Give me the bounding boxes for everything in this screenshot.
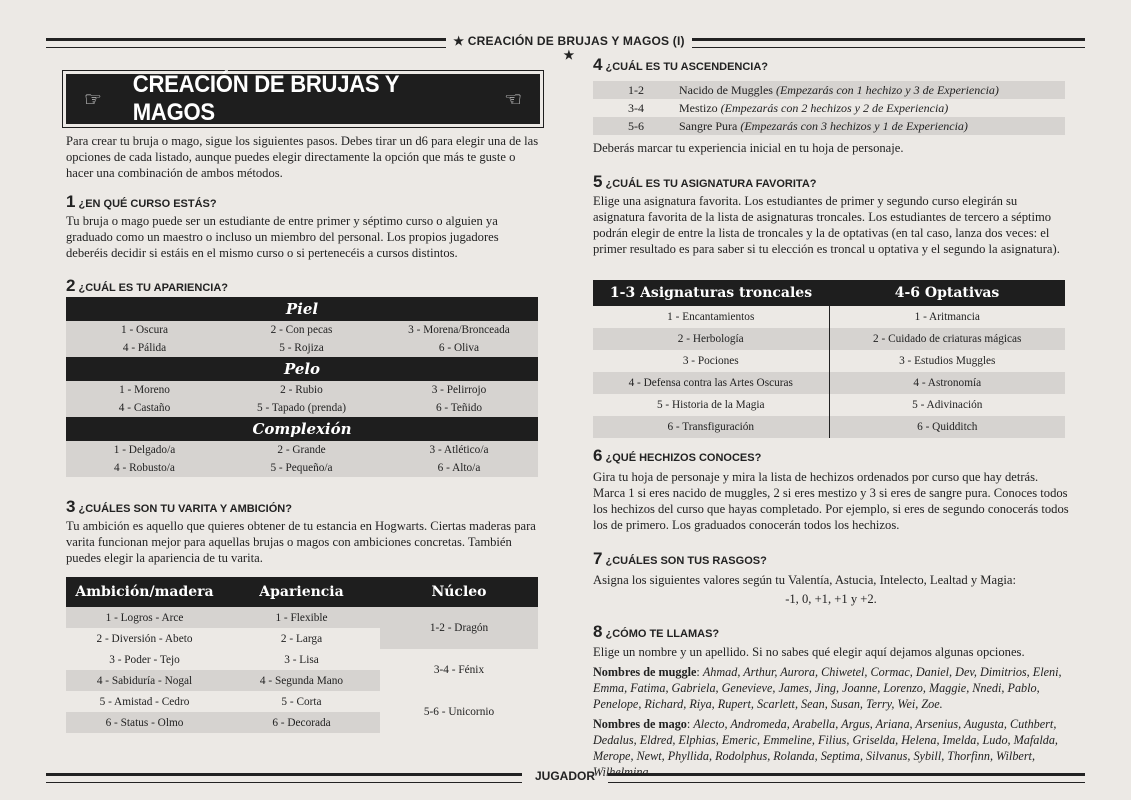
table-cell: 3 - Morena/Bronceada (380, 321, 538, 339)
table-cell: 3 - Atlético/a (380, 441, 538, 459)
subjects-table (593, 280, 1065, 438)
table-cell: 5-6 (593, 117, 679, 135)
table-cell: 3-4 - Fénix (433, 664, 485, 676)
pointing-hand-left-icon: ☜ (504, 88, 522, 111)
table-cell-note: (Empezarás con 1 hechizo y 3 de Experiencia) (775, 82, 999, 97)
table-cell: 2 - Diversión - Abeto (96, 632, 193, 645)
section-1-heading: 1 ¿EN QUÉ CURSO ESTÁS? (66, 192, 217, 211)
column-header: 4-6 Optativas (829, 280, 1065, 306)
table-cell: 2 - Con pecas (223, 321, 380, 339)
section-4-note: Deberás marcar tu experiencia inicial en tu hoja de personaje. (593, 141, 904, 155)
table-cell: 1 - Flexible (223, 607, 380, 628)
section-4-heading: 4 ¿CUÁL ES TU ASCENDENCIA? (593, 55, 769, 74)
table-cell: 1 - Oscura (66, 321, 223, 339)
mago-names: Nombres de mago: Alecto, Andromeda, Arabella, Argus, Ariana, Arsenius, Augusta, Cuthbert, Dedalus, Eldred, Elphias, Emeric, Emmeline, Filius, Griselda, Helena, Imelda, Ludo, Mafalda, Merope, Newt, Phyllida, Rodolphus, Rolanda, Septima, Silvanus, Sybill, Thorfinn, Wilbert, Wilhelmina. (593, 717, 1058, 779)
section-2-heading: 2 ¿CUÁL ES TU APARIENCIA? (66, 276, 228, 295)
title-banner (66, 71, 540, 126)
table-cell: 1 - Delgado/a (66, 441, 223, 459)
section-7-text: Asigna los siguientes valores según tu Valentía, Astucia, Intelecto, Lealtad y Magia: (593, 573, 1016, 587)
piel-header: Piel (66, 297, 538, 321)
table-cell: 6 - Quidditch (829, 416, 1065, 438)
table-cell-note: (Empezarás con 3 hechizos y 1 de Experiencia) (740, 118, 968, 133)
page-header-title: ★ CREACIÓN DE BRUJAS Y MAGOS (I) ★ (453, 34, 685, 62)
column-header: Ambición/madera (66, 577, 223, 607)
table-cell: 1 - Aritmancia (914, 311, 980, 323)
table-cell: 1 - Encantamientos (593, 306, 829, 328)
intro-paragraph: Para crear tu bruja o mago, sigue los siguientes pasos. Debes tirar un d6 para elegir una de las opciones de cada listado, aunque puedes elegir directamente la opción que más te guste o hacer una combinación de ambos métodos. (66, 134, 539, 180)
table-cell: 1 - Moreno (66, 381, 223, 399)
section-7-values: -1, 0, +1, +1 y +2. (785, 592, 877, 606)
table-cell: 4 - Castaño (66, 399, 223, 417)
table-cell: 2 - Grande (223, 441, 380, 459)
mago-names-label: Nombres de mago (593, 717, 687, 731)
table-cell: 5 - Corta (281, 695, 322, 708)
page-footer-title: JUGADOR (534, 769, 595, 783)
table-cell: 5-6 - Unicornio (423, 706, 495, 718)
table-cell: 5 - Pequeño/a (223, 459, 380, 477)
table-cell: 6 - Status - Olmo (66, 712, 223, 733)
table-cell: 3 - Lisa (284, 653, 319, 666)
table-cell: 4 - Pálida (66, 339, 223, 357)
table-cell: 4 - Sabiduría - Nogal (66, 670, 223, 691)
section-5-text: Elige una asignatura favorita. Los estudiantes de primer y segundo curso elegirán su asignatura favorita de la lista de asignaturas troncales. Los estudiantes de tercero a séptimo podrán elegir de entre la lista de troncales y la de optativas (en tal caso, lanza dos veces: el primer resultado es para saber si tu elección es troncal u optativa y el segundo la asignatura). (593, 194, 1060, 256)
table-cell: 3-4 (628, 100, 644, 115)
table-cell: 1 - Logros - Arce (66, 607, 223, 628)
table-cell: 2 - Herbología (593, 328, 829, 350)
footer-rule-left (46, 773, 522, 783)
appearance-table (66, 297, 538, 477)
section-7-heading: 7 ¿CUÁLES SON TUS RASGOS? (593, 549, 767, 568)
section-1-text: Tu bruja o mago puede ser un estudiante de entre primer y séptimo curso o alguien ya graduado como un maestro o incluso un miembro del personal. Los propios jugadores deberéis decidir si estáis en el mismo curso o si pertenecéis a cursos distintos. (66, 214, 499, 260)
pelo-header: Pelo (66, 357, 538, 381)
section-3-heading: 3 ¿CUÁLES SON TU VARITA Y AMBICIÓN? (66, 497, 292, 516)
section-5-heading: 5 ¿CUÁL ES TU ASIGNATURA FAVORITA? (593, 172, 817, 191)
muggle-names-label: Nombres de muggle (593, 665, 697, 679)
section-8-text: Elige un nombre y un apellido. Si no sabes qué elegir aquí dejamos algunas opciones. (593, 645, 1025, 659)
table-cell: Sangre Pura (679, 118, 738, 133)
column-header: 1-3 Asignaturas troncales (593, 280, 829, 306)
table-cell: 6 - Transfiguración (593, 416, 829, 438)
table-cell: 2 - Larga (280, 632, 323, 645)
table-cell: 6 - Oliva (380, 339, 538, 357)
table-cell: 2 - Rubio (223, 381, 380, 399)
header-rule-right (692, 38, 1085, 48)
section-6-heading: 6 ¿QUÉ HECHIZOS CONOCES? (593, 446, 762, 465)
table-cell: 5 - Tapado (prenda) (223, 399, 380, 417)
section-6-text: Gira tu hoja de personaje y mira la lista de hechizos ordenados por curso que hay detrás. Marca 1 si eres nacido de muggles, 2 si eres mestizo y 3 si eres de sangre pura. Conoces todos los hechizos del curso que hayas completado. Por ejemplo, si eres de segundo conocerás todos los de primero. Los graduados conocerán todos los hechizos. (593, 470, 1069, 532)
mago-names-list: Alecto, Andromeda, Arabella, Argus, Ariana, Arsenius, Augusta, Cuthbert, Dedalus, Eldred, Elphias, Emeric, Emmeline, Filius, Griselda, Helena, Imelda, Ludo, Mafalda, Merope, Newt, Phyllida, Rodolphus, Rolanda, Septima, Silvanus, Sybill, Thorfinn, Wilbert, Wilhelmina. (593, 717, 1058, 779)
table-cell: 5 - Historia de la Magia (593, 394, 829, 416)
column-header: Apariencia (223, 577, 380, 607)
table-cell: 5 - Amistad - Cedro (99, 695, 190, 708)
table-cell: 5 - Adivinación (912, 399, 983, 411)
muggle-names: Nombres de muggle: Ahmad, Arthur, Aurora, Chiwetel, Cormac, Daniel, Dev, Dimitrios, Eleni, Emma, Fatima, Gabriela, Genevieve, James, Jing, Joanne, Lorenzo, Maggie, Nnedi, Pablo, Penelope, Richard, Riya, Rupert, Scarlett, Sean, Susan, Terry, Wei, Zoe. (593, 665, 1062, 711)
table-cell: 6 - Alto/a (380, 459, 538, 477)
table-cell-note: (Empezarás con 2 hechizos y 2 de Experiencia) (720, 100, 949, 115)
pointing-hand-right-icon: ☞ (84, 88, 102, 111)
table-cell: Mestizo (679, 100, 718, 115)
table-cell: 4 - Defensa contra las Artes Oscuras (593, 372, 829, 394)
table-cell: 5 - Rojiza (223, 339, 380, 357)
page-title: CREACIÓN DE BRUJAS Y MAGOS (132, 71, 399, 126)
table-cell: 2 - Cuidado de criaturas mágicas (829, 328, 1065, 350)
table-cell: 3 - Pelirrojo (380, 381, 538, 399)
muggle-names-list: Ahmad, Arthur, Aurora, Chiwetel, Cormac, Daniel, Dev, Dimitrios, Eleni, Emma, Fatima, Gabriela, Genevieve, James, Jing, Joanne, Lorenzo, Maggie, Nnedi, Pablo, Penelope, Richard, Riya, Rupert, Scarlett, Sean, Susan, Terry, Wei, Zoe. (593, 665, 1062, 711)
table-cell: 4 - Astronomía (829, 372, 1065, 394)
table-cell: 3 - Pociones (593, 350, 829, 372)
header-rule-left (46, 38, 446, 48)
section-3-text: Tu ambición es aquello que quieres obtener de tu estancia en Hogwarts. Ciertas maderas para varita funcionan mejor para aquellas brujas o magos con ambiciones concretas. También puedes elegir la apariencia de tu varita. (66, 519, 536, 565)
wand-table (66, 577, 538, 733)
table-cell: Nacido de Muggles (679, 82, 773, 97)
column-header: Núcleo (380, 577, 538, 607)
complexion-header: Complexión (66, 417, 538, 441)
table-cell: 1-2 (593, 81, 679, 99)
section-8-heading: 8 ¿CÓMO TE LLAMAS? (593, 622, 720, 641)
table-cell: 4 - Robusto/a (66, 459, 223, 477)
table-cell: 3 - Poder - Tejo (109, 653, 180, 666)
table-cell: 1-2 - Dragón (380, 607, 538, 649)
table-cell: 6 - Decorada (223, 712, 380, 733)
table-cell: 3 - Estudios Muggles (899, 355, 996, 367)
table-cell: 6 - Teñido (380, 399, 538, 417)
ancestry-table (593, 81, 1065, 135)
table-cell: 4 - Segunda Mano (223, 670, 380, 691)
